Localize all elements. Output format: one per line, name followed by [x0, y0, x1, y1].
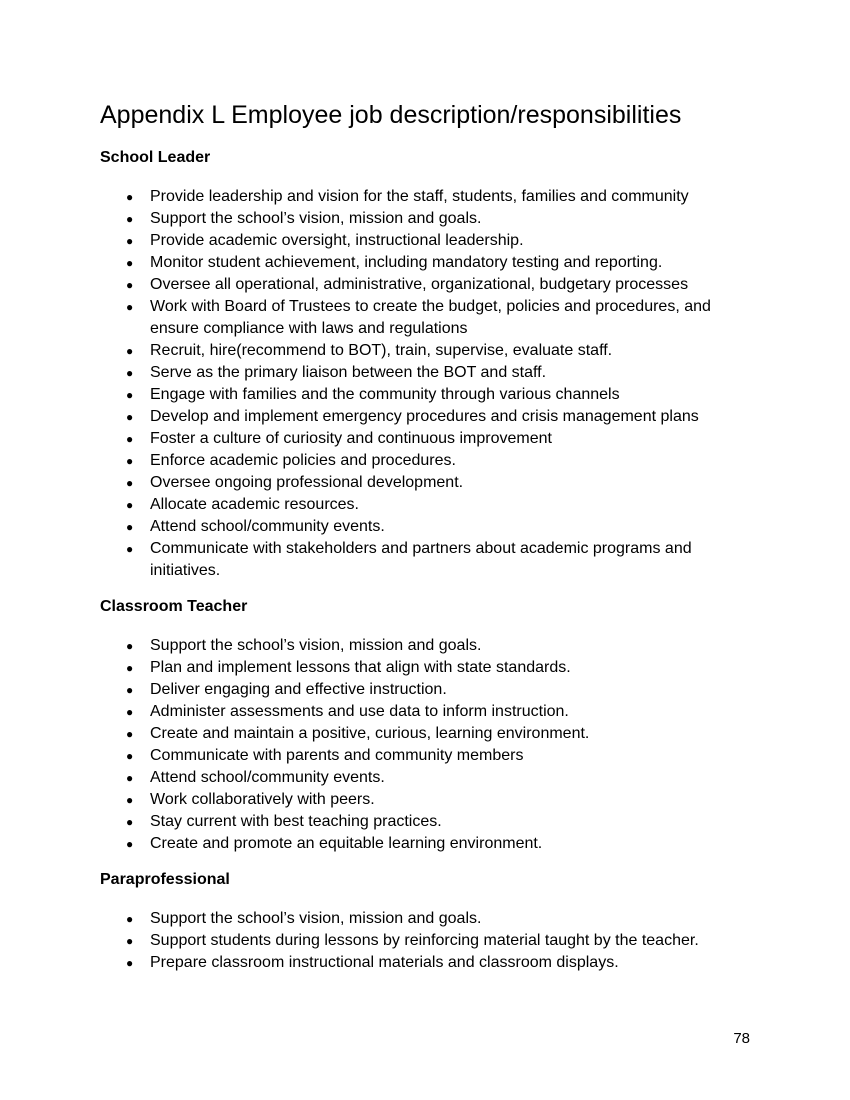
responsibility-item	[100, 833, 760, 855]
responsibility-text: Attend school/community events.	[150, 769, 385, 786]
bullet-icon: ●	[126, 190, 134, 204]
responsibility-text: Develop and implement emergency procedures and crisis management plans	[150, 408, 699, 425]
bullet-icon: ●	[126, 344, 134, 358]
responsibility-text: Provide leadership and vision for the staff, students, families and community	[150, 188, 689, 205]
page-title: Appendix L Employee job description/responsibilities	[100, 101, 682, 129]
responsibility-item	[100, 296, 760, 340]
responsibility-text: Oversee ongoing professional development.	[150, 474, 464, 491]
bullet-icon: ●	[126, 476, 134, 490]
responsibility-text: Communicate with stakeholders and partners about academic programs and initiatives.	[150, 540, 692, 579]
bullet-icon: ●	[126, 410, 134, 424]
responsibility-text: Recruit, hire(recommend to BOT), train, supervise, evaluate staff.	[150, 342, 613, 359]
bullet-icon: ●	[126, 912, 134, 926]
bullet-icon: ●	[126, 749, 134, 763]
bullet-icon: ●	[126, 300, 134, 314]
bullet-icon: ●	[126, 432, 134, 446]
bullet-icon: ●	[126, 815, 134, 829]
section-heading: Paraprofessional	[100, 871, 230, 888]
responsibility-text: Stay current with best teaching practices.	[150, 813, 442, 830]
responsibility-item	[100, 362, 760, 384]
responsibility-text: Attend school/community events.	[150, 518, 385, 535]
section-heading: Classroom Teacher	[100, 598, 248, 615]
responsibility-text: Create and promote an equitable learning environment.	[150, 835, 543, 852]
responsibility-item	[100, 789, 760, 811]
page-content	[100, 99, 760, 988]
responsibility-text: Support students during lessons by reinforcing material taught by the teacher.	[150, 932, 699, 949]
bullet-icon: ●	[126, 256, 134, 270]
responsibility-text: Deliver engaging and effective instruction.	[150, 681, 447, 698]
sections-container	[100, 147, 760, 974]
responsibility-text: Work collaboratively with peers.	[150, 791, 375, 808]
responsibility-item	[100, 908, 760, 930]
responsibility-text: Allocate academic resources.	[150, 496, 359, 513]
responsibility-list	[100, 908, 760, 974]
bullet-icon: ●	[126, 542, 134, 556]
bullet-icon: ●	[126, 661, 134, 675]
responsibility-item	[100, 679, 760, 701]
job-section	[100, 869, 760, 974]
responsibility-item	[100, 428, 760, 450]
responsibility-text: Provide academic oversight, instructional leadership.	[150, 232, 524, 249]
job-section	[100, 147, 760, 582]
bullet-icon: ●	[126, 934, 134, 948]
responsibility-list	[100, 186, 760, 582]
responsibility-list	[100, 635, 760, 855]
bullet-icon: ●	[126, 498, 134, 512]
responsibility-item	[100, 701, 760, 723]
responsibility-text: Oversee all operational, administrative, organizational, budgetary processes	[150, 276, 689, 293]
responsibility-item	[100, 930, 760, 952]
page-number: 78	[733, 1030, 750, 1047]
bullet-icon: ●	[126, 388, 134, 402]
responsibility-text: Serve as the primary liaison between the BOT and staff.	[150, 364, 547, 381]
responsibility-item	[100, 406, 760, 428]
bullet-icon: ●	[126, 278, 134, 292]
responsibility-item	[100, 516, 760, 538]
bullet-icon: ●	[126, 454, 134, 468]
bullet-icon: ●	[126, 366, 134, 380]
responsibility-item	[100, 635, 760, 657]
responsibility-text: Foster a culture of curiosity and continuous improvement	[150, 430, 552, 447]
responsibility-item	[100, 952, 760, 974]
responsibility-item	[100, 494, 760, 516]
bullet-icon: ●	[126, 793, 134, 807]
bullet-icon: ●	[126, 956, 134, 970]
responsibility-item	[100, 252, 760, 274]
responsibility-item	[100, 657, 760, 679]
bullet-icon: ●	[126, 683, 134, 697]
responsibility-text: Support the school’s vision, mission and goals.	[150, 637, 482, 654]
responsibility-item	[100, 340, 760, 362]
responsibility-item	[100, 745, 760, 767]
responsibility-text: Engage with families and the community through various channels	[150, 386, 620, 403]
bullet-icon: ●	[126, 234, 134, 248]
responsibility-item	[100, 811, 760, 833]
responsibility-item	[100, 472, 760, 494]
responsibility-text: Create and maintain a positive, curious, learning environment.	[150, 725, 590, 742]
responsibility-item	[100, 538, 760, 582]
responsibility-text: Communicate with parents and community members	[150, 747, 524, 764]
responsibility-item	[100, 274, 760, 296]
responsibility-item	[100, 384, 760, 406]
responsibility-item	[100, 450, 760, 472]
job-section	[100, 596, 760, 855]
responsibility-item	[100, 230, 760, 252]
responsibility-item	[100, 767, 760, 789]
responsibility-text: Support the school’s vision, mission and goals.	[150, 210, 482, 227]
responsibility-text: Plan and implement lessons that align with state standards.	[150, 659, 571, 676]
responsibility-text: Monitor student achievement, including mandatory testing and reporting.	[150, 254, 663, 271]
bullet-icon: ●	[126, 837, 134, 851]
bullet-icon: ●	[126, 639, 134, 653]
responsibility-text: Work with Board of Trustees to create the budget, policies and procedures, and ensure compliance with laws and regulations	[150, 298, 711, 337]
bullet-icon: ●	[126, 771, 134, 785]
responsibility-text: Prepare classroom instructional materials and classroom displays.	[150, 954, 619, 971]
responsibility-text: Support the school’s vision, mission and goals.	[150, 910, 482, 927]
responsibility-text: Enforce academic policies and procedures.	[150, 452, 456, 469]
responsibility-item	[100, 186, 760, 208]
responsibility-item	[100, 723, 760, 745]
bullet-icon: ●	[126, 727, 134, 741]
section-heading: School Leader	[100, 149, 211, 166]
responsibility-text: Administer assessments and use data to inform instruction.	[150, 703, 569, 720]
responsibility-item	[100, 208, 760, 230]
bullet-icon: ●	[126, 705, 134, 719]
bullet-icon: ●	[126, 520, 134, 534]
bullet-icon: ●	[126, 212, 134, 226]
